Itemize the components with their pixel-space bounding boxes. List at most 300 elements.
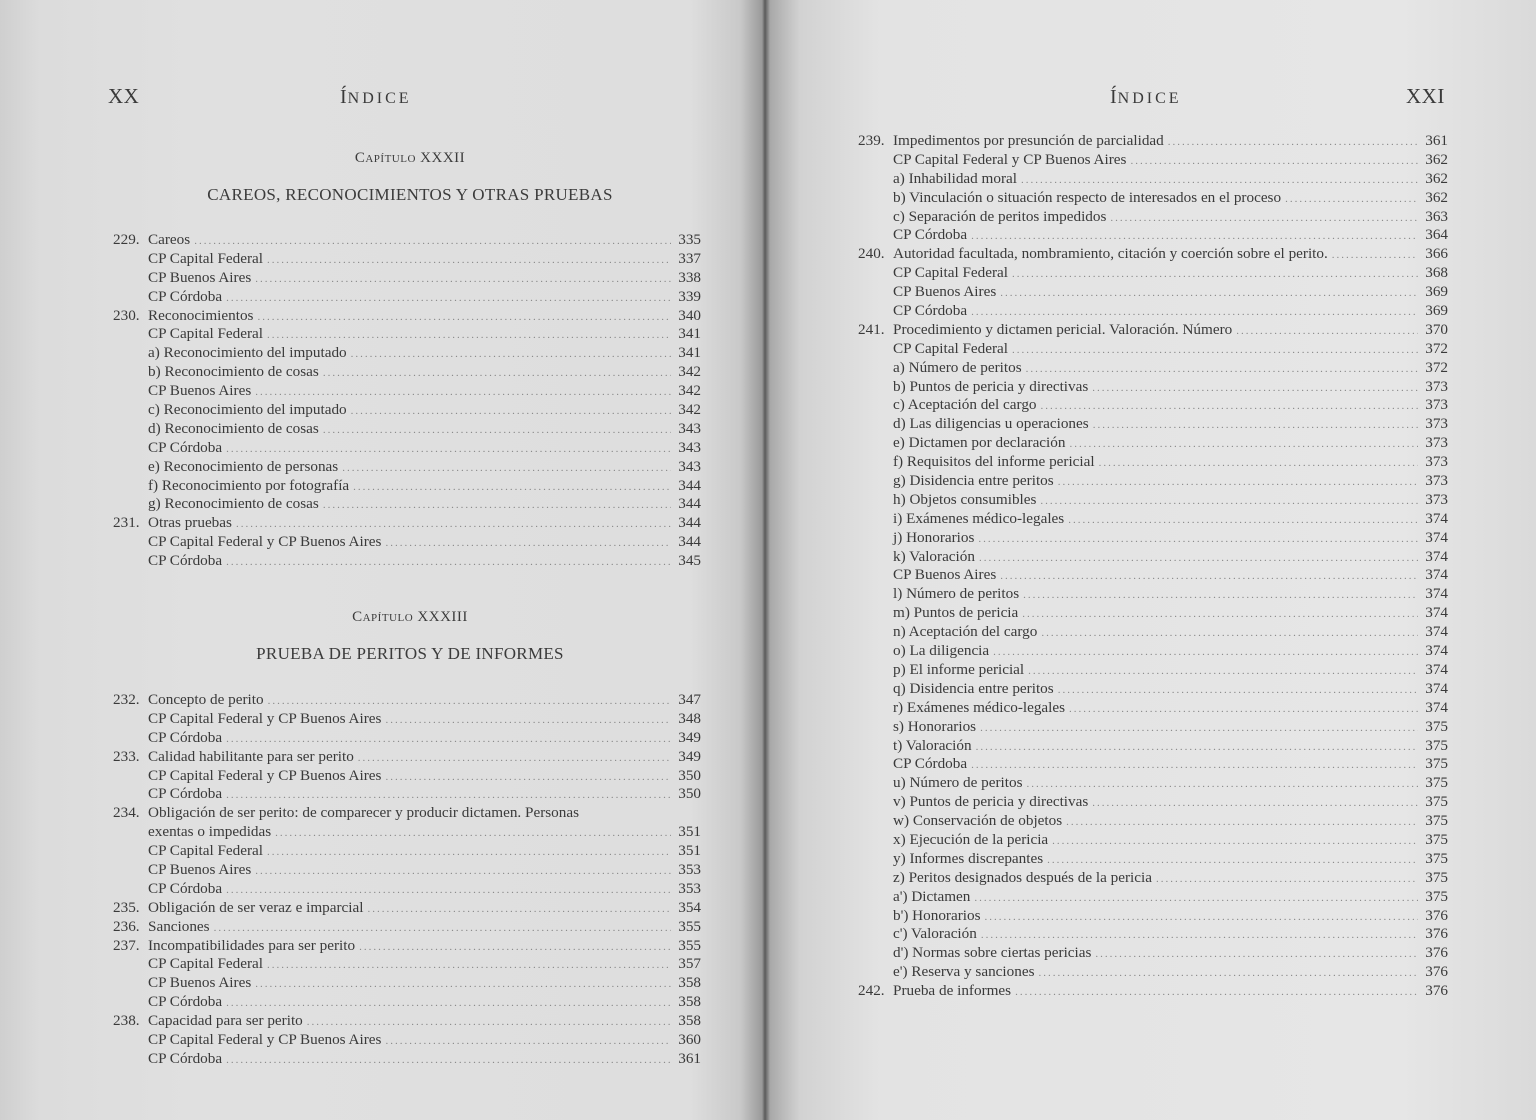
entry-page: 364 — [1425, 226, 1448, 244]
entry-title: CP Capital Federal — [148, 842, 264, 860]
entry-title: CP Córdoba — [893, 226, 968, 244]
entry-title: Careos — [148, 231, 191, 248]
entry-title: a') Dictamen — [893, 887, 971, 905]
entry-title: d) Las diligencias u operaciones — [893, 415, 1089, 433]
toc-entry — [858, 472, 1448, 491]
leader-dots — [1092, 794, 1418, 813]
leader-dots — [214, 919, 671, 938]
leader-dots — [268, 692, 671, 711]
toc-entry — [858, 963, 1448, 982]
toc-entry — [113, 937, 701, 956]
entry-page: 342 — [678, 401, 701, 419]
left-page — [0, 0, 765, 1120]
toc-entry — [858, 982, 1448, 1001]
toc-entry — [858, 340, 1448, 359]
toc-entry — [113, 823, 701, 842]
entry-title: v) Puntos de pericia y directivas — [893, 793, 1089, 811]
leader-dots — [1066, 813, 1418, 832]
leader-dots — [353, 478, 671, 497]
entry-title: CP Córdoba — [148, 785, 223, 803]
toc-entry — [113, 729, 701, 748]
toc-entry — [858, 189, 1448, 208]
leader-dots — [194, 232, 671, 251]
entry-page: 354 — [678, 898, 701, 916]
entry-title: CP Córdoba — [893, 302, 968, 320]
toc-entry — [858, 925, 1448, 944]
entry-title: CP Capital Federal — [893, 264, 1009, 282]
leader-dots — [979, 549, 1418, 568]
toc-entry — [113, 691, 701, 710]
toc-entry — [113, 1031, 701, 1050]
toc-entry — [858, 774, 1448, 793]
entry-title: j) Honorarios — [893, 528, 975, 546]
leader-dots — [255, 975, 671, 994]
leader-dots — [978, 530, 1418, 549]
entry-title: CP Capital Federal y CP Buenos Aires — [148, 766, 382, 784]
leader-dots — [1041, 624, 1418, 643]
entry-page: 351 — [678, 823, 701, 841]
entry-title: Incompatibilidades para ser perito — [148, 936, 356, 954]
toc-entry — [858, 907, 1448, 926]
entry-page: 368 — [1425, 264, 1448, 282]
entry-page: 345 — [678, 552, 701, 570]
leader-dots — [359, 938, 671, 957]
leader-dots — [267, 326, 671, 345]
toc-entry — [858, 529, 1448, 548]
toc-entry — [113, 842, 701, 861]
entry-number: 241. — [858, 320, 885, 338]
toc-entry — [858, 151, 1448, 170]
entry-title: w) Conservación de objetos — [893, 812, 1063, 830]
leader-dots — [358, 749, 671, 768]
leader-dots — [980, 719, 1418, 738]
leader-dots — [226, 1051, 671, 1070]
leader-dots — [1058, 473, 1418, 492]
leader-dots — [1095, 945, 1418, 964]
leader-dots — [1015, 983, 1418, 1002]
entry-page: 343 — [678, 419, 701, 437]
chapter-heading — [110, 609, 710, 664]
entry-title: Sanciones — [148, 917, 210, 935]
entry-page: 369 — [1425, 302, 1448, 320]
toc-entry — [113, 514, 701, 533]
entry-page: 337 — [678, 249, 701, 267]
entry-title: q) Disidencia entre peritos — [893, 679, 1054, 697]
entry-page: 366 — [1425, 245, 1448, 263]
toc-entry — [113, 307, 701, 326]
entry-title: a) Número de peritos — [893, 358, 1022, 376]
chapter-heading — [110, 150, 710, 205]
entry-page: 362 — [1425, 188, 1448, 206]
toc-entry — [858, 944, 1448, 963]
leader-dots — [971, 756, 1418, 775]
leader-dots — [323, 364, 671, 383]
toc-entry — [113, 1012, 701, 1031]
leader-dots — [1026, 360, 1418, 379]
entry-page: 375 — [1425, 755, 1448, 773]
entry-page: 358 — [678, 993, 701, 1011]
chapter-title: CAREOS, RECONOCIMIENTOS Y OTRAS PRUEBAS — [207, 185, 613, 204]
leader-dots — [974, 889, 1418, 908]
toc-entry — [858, 226, 1448, 245]
toc-entry — [113, 899, 701, 918]
entry-page: 340 — [678, 306, 701, 324]
leader-dots — [1038, 964, 1418, 983]
entry-page: 373 — [1425, 396, 1448, 414]
entry-title: i) Exámenes médico-legales — [893, 509, 1065, 527]
entry-title: CP Capital Federal — [148, 955, 264, 973]
entry-number: 239. — [858, 132, 885, 149]
leader-dots — [275, 824, 671, 843]
leader-dots — [385, 534, 671, 553]
leader-dots — [1012, 265, 1418, 284]
entry-page: 374 — [1425, 509, 1448, 527]
entry-title: Calidad habilitante para ser perito — [148, 747, 354, 765]
leader-dots — [323, 496, 671, 515]
leader-dots — [255, 270, 671, 289]
leader-dots — [342, 459, 671, 478]
leader-dots — [323, 421, 671, 440]
leader-dots — [267, 843, 671, 862]
toc-entry — [858, 812, 1448, 831]
toc-entry — [858, 245, 1448, 264]
toc-entry — [113, 880, 701, 899]
toc-list — [113, 691, 701, 1069]
entry-title: exentas o impedidas — [148, 823, 272, 841]
entry-page: 374 — [1425, 642, 1448, 660]
toc-entry — [858, 510, 1448, 529]
toc-entry — [113, 861, 701, 880]
toc-entry — [858, 718, 1448, 737]
leader-dots — [993, 643, 1418, 662]
leader-dots — [1068, 511, 1418, 530]
running-head-initial: Í — [1110, 86, 1118, 108]
leader-dots — [1130, 152, 1418, 171]
entry-page: 350 — [678, 785, 701, 803]
leader-dots — [385, 768, 671, 787]
entry-page: 335 — [678, 231, 701, 248]
entry-page: 358 — [678, 1012, 701, 1030]
entry-title: CP Capital Federal y CP Buenos Aires — [148, 1031, 382, 1049]
toc-entry — [113, 804, 701, 823]
entry-page: 375 — [1425, 793, 1448, 811]
entry-page: 358 — [678, 974, 701, 992]
entry-title: CP Córdoba — [148, 993, 223, 1011]
entry-page: 376 — [1425, 925, 1448, 943]
entry-page: 355 — [678, 917, 701, 935]
toc-entry — [113, 269, 701, 288]
entry-page: 362 — [1425, 169, 1448, 187]
toc-entry — [858, 737, 1448, 756]
leader-dots — [1058, 681, 1418, 700]
toc-entry — [113, 344, 701, 363]
entry-title: CP Capital Federal — [893, 339, 1009, 357]
toc-entry — [858, 755, 1448, 774]
entry-number: 231. — [113, 514, 140, 532]
toc-entry — [858, 302, 1448, 321]
entry-title: CP Córdoba — [148, 1049, 223, 1067]
entry-page: 372 — [1425, 358, 1448, 376]
entry-page: 344 — [678, 495, 701, 513]
entry-page: 374 — [1425, 585, 1448, 603]
entry-page: 373 — [1425, 453, 1448, 471]
entry-title: CP Capital Federal y CP Buenos Aires — [148, 533, 382, 551]
entry-number: 237. — [113, 936, 140, 954]
entry-title: a) Reconocimiento del imputado — [148, 344, 347, 362]
entry-title: Autoridad facultada, nombramiento, citación y coerción sobre el perito. — [893, 245, 1328, 263]
toc-entry — [858, 453, 1448, 472]
leader-dots — [1047, 851, 1418, 870]
toc-entry — [858, 415, 1448, 434]
entry-page: 376 — [1425, 963, 1448, 981]
entry-page: 376 — [1425, 944, 1448, 962]
toc-entry — [858, 434, 1448, 453]
entry-page: 344 — [678, 533, 701, 551]
entry-page: 341 — [678, 325, 701, 343]
toc-entry — [113, 552, 701, 571]
toc-entry — [858, 566, 1448, 585]
entry-number: 238. — [113, 1012, 140, 1030]
running-head — [340, 86, 412, 109]
entry-page: 374 — [1425, 679, 1448, 697]
entry-title: CP Córdoba — [148, 552, 223, 570]
entry-title: y) Informes discrepantes — [893, 849, 1044, 867]
leader-dots — [1040, 492, 1418, 511]
toc-entry — [113, 974, 701, 993]
entry-page: 347 — [678, 691, 701, 708]
entry-title: f) Reconocimiento por fotografía — [148, 476, 350, 494]
toc-entry — [858, 208, 1448, 227]
entry-title: b') Honorarios — [893, 906, 981, 924]
chapter-number: Capítulo XXXII — [354, 150, 466, 166]
entry-title: CP Capital Federal y CP Buenos Aires — [893, 150, 1127, 168]
entry-title: CP Capital Federal — [148, 249, 264, 267]
leader-dots — [226, 553, 671, 572]
entry-title: n) Aceptación del cargo — [893, 623, 1038, 641]
leader-dots — [257, 308, 671, 327]
leader-dots — [1069, 435, 1418, 454]
entry-title: g) Disidencia entre peritos — [893, 472, 1054, 490]
entry-title: t) Valoración — [893, 736, 972, 754]
entry-page: 353 — [678, 879, 701, 897]
running-head-initial: Í — [340, 86, 348, 108]
leader-dots — [351, 402, 671, 421]
entry-number: 240. — [858, 245, 885, 263]
entry-page: 360 — [678, 1031, 701, 1049]
entry-title: m) Puntos de pericia — [893, 604, 1019, 622]
toc-entry — [858, 661, 1448, 680]
entry-page: 353 — [678, 861, 701, 879]
entry-page: 362 — [1425, 150, 1448, 168]
toc-entry — [113, 710, 701, 729]
page-number: XX — [108, 84, 140, 108]
entry-title: a) Inhabilidad moral — [893, 169, 1017, 187]
toc-entry — [858, 170, 1448, 189]
entry-page: 343 — [678, 457, 701, 475]
entry-page: 373 — [1425, 377, 1448, 395]
entry-page: 375 — [1425, 868, 1448, 886]
entry-title: CP Córdoba — [148, 728, 223, 746]
entry-title: Obligación de ser veraz e imparcial — [148, 898, 364, 916]
entry-title: CP Córdoba — [148, 879, 223, 897]
toc-entry — [858, 132, 1448, 151]
leader-dots — [1021, 171, 1418, 190]
leader-dots — [226, 440, 671, 459]
leader-dots — [1028, 662, 1418, 681]
entry-title: Capacidad para ser perito — [148, 1012, 303, 1030]
entry-page: 375 — [1425, 887, 1448, 905]
entry-page: 349 — [678, 747, 701, 765]
entry-title: Reconocimientos — [148, 306, 254, 324]
entry-page: 342 — [678, 363, 701, 381]
toc-entry — [113, 439, 701, 458]
leader-dots — [385, 1032, 671, 1051]
entry-page: 351 — [678, 842, 701, 860]
leader-dots — [351, 345, 671, 364]
leader-dots — [226, 289, 671, 308]
entry-page: 375 — [1425, 717, 1448, 735]
toc-entry — [858, 585, 1448, 604]
entry-number: 229. — [113, 231, 140, 248]
leader-dots — [255, 862, 671, 881]
leader-dots — [981, 926, 1418, 945]
entry-page: 372 — [1425, 339, 1448, 357]
entry-page: 344 — [678, 476, 701, 494]
entry-title: h) Objetos consumibles — [893, 490, 1037, 508]
leader-dots — [1023, 586, 1418, 605]
leader-dots — [1332, 246, 1418, 265]
entry-title: e') Reserva y sanciones — [893, 963, 1035, 981]
leader-dots — [1022, 605, 1418, 624]
leader-dots — [971, 227, 1418, 246]
leader-dots — [226, 786, 671, 805]
leader-dots — [971, 303, 1418, 322]
entry-page: 375 — [1425, 830, 1448, 848]
toc-entry — [858, 548, 1448, 567]
entry-page: 373 — [1425, 434, 1448, 452]
toc-entry — [858, 793, 1448, 812]
entry-page: 374 — [1425, 698, 1448, 716]
leader-dots — [307, 1013, 671, 1032]
toc-entry — [113, 250, 701, 269]
toc-entry — [113, 993, 701, 1012]
entry-page: 374 — [1425, 660, 1448, 678]
entry-number: 242. — [858, 982, 885, 1000]
entry-page: 376 — [1425, 982, 1448, 1000]
toc-list — [113, 231, 701, 571]
toc-entry — [113, 748, 701, 767]
entry-title: z) Peritos designados después de la pericia — [893, 868, 1152, 886]
toc-entry — [858, 831, 1448, 850]
leader-dots — [226, 730, 671, 749]
toc-entry — [858, 604, 1448, 623]
leader-dots — [1000, 284, 1418, 303]
toc-entry — [858, 283, 1448, 302]
leader-dots — [1093, 416, 1418, 435]
entry-title: Prueba de informes — [893, 982, 1012, 1000]
entry-title: CP Córdoba — [148, 287, 223, 305]
toc-entry — [858, 359, 1448, 378]
toc-list — [858, 132, 1448, 1001]
entry-page: 370 — [1425, 320, 1448, 338]
entry-title: CP Buenos Aires — [148, 268, 252, 286]
leader-dots — [1092, 379, 1418, 398]
leader-dots — [1168, 133, 1418, 152]
entry-title: d) Reconocimiento de cosas — [148, 419, 319, 437]
leader-dots — [1236, 322, 1418, 341]
entry-title: CP Córdoba — [893, 755, 968, 773]
toc-entry — [113, 382, 701, 401]
toc-entry — [858, 321, 1448, 340]
leader-dots — [1041, 397, 1418, 416]
entry-page: 373 — [1425, 490, 1448, 508]
running-head — [1110, 86, 1182, 109]
leader-dots — [236, 515, 671, 534]
toc-entry — [113, 918, 701, 937]
entry-title: p) El informe pericial — [893, 660, 1025, 678]
leader-dots — [1285, 190, 1418, 209]
entry-title: CP Buenos Aires — [148, 382, 252, 400]
entry-page: 375 — [1425, 812, 1448, 830]
entry-page: 342 — [678, 382, 701, 400]
entry-page: 376 — [1425, 906, 1448, 924]
entry-number: 233. — [113, 747, 140, 765]
entry-title: Obligación de ser perito: de comparecer y producir dictamen. Personas — [148, 804, 579, 822]
entry-title: l) Número de peritos — [893, 585, 1020, 603]
toc-entry — [858, 378, 1448, 397]
toc-entry — [113, 420, 701, 439]
entry-title: CP Buenos Aires — [148, 861, 252, 879]
leader-dots — [1069, 700, 1418, 719]
entry-page: 361 — [678, 1049, 701, 1067]
toc-entry — [113, 325, 701, 344]
page-number: XXI — [1406, 84, 1445, 108]
toc-entry — [858, 491, 1448, 510]
entry-number: 234. — [113, 804, 140, 822]
entry-page: 374 — [1425, 604, 1448, 622]
chapter-title: PRUEBA DE PERITOS Y DE INFORMES — [256, 644, 564, 663]
entry-title: k) Valoración — [893, 547, 975, 565]
entry-page: 369 — [1425, 283, 1448, 301]
entry-title: s) Honorarios — [893, 717, 977, 735]
entry-page: 361 — [1425, 132, 1448, 149]
entry-title: b) Puntos de pericia y directivas — [893, 377, 1089, 395]
toc-entry — [858, 623, 1448, 642]
toc-entry — [858, 869, 1448, 888]
chapter-number: Capítulo XXXIII — [352, 609, 468, 625]
toc-entry — [858, 396, 1448, 415]
leader-dots — [226, 994, 671, 1013]
entry-page: 373 — [1425, 415, 1448, 433]
entry-title: e) Reconocimiento de personas — [148, 457, 339, 475]
leader-dots — [1012, 341, 1418, 360]
toc-entry — [113, 1050, 701, 1069]
entry-title: CP Capital Federal — [148, 325, 264, 343]
leader-dots — [1026, 775, 1418, 794]
entry-page: 341 — [678, 344, 701, 362]
entry-page: 357 — [678, 955, 701, 973]
entry-title: c') Valoración — [893, 925, 977, 943]
entry-title: f) Requisitos del informe pericial — [893, 453, 1095, 471]
leader-dots — [267, 956, 671, 975]
entry-title: d') Normas sobre ciertas pericias — [893, 944, 1092, 962]
toc-entry — [858, 888, 1448, 907]
entry-page: 339 — [678, 287, 701, 305]
entry-title: c) Separación de peritos impedidos — [893, 207, 1107, 225]
toc-entry — [113, 363, 701, 382]
entry-number: 232. — [113, 691, 140, 708]
toc-entry — [113, 288, 701, 307]
